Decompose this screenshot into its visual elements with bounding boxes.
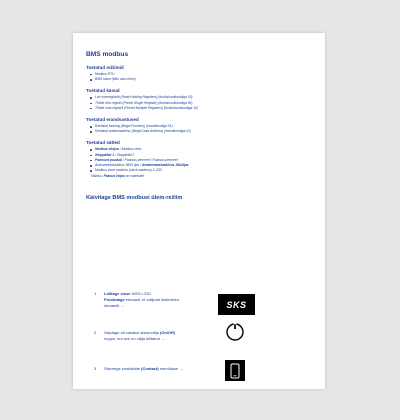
step-bold: Lülitage sisse [104, 291, 131, 296]
item-bold: Modbus viisjon [95, 147, 119, 152]
step-number: 1. [94, 291, 98, 296]
bullet-list [86, 95, 316, 111]
step-rest: menüüsse → [158, 366, 184, 371]
step-text [104, 291, 214, 309]
document-title: BMS modbus [86, 51, 129, 58]
step-line: ekraanilt → [104, 303, 125, 308]
note-bold: Paksus kirjas [103, 174, 125, 179]
step-bold: (On/Off) [159, 330, 176, 335]
step-rest: NHS-LGIO [130, 291, 151, 296]
list-item: Keelatud andmeaadress (Illegal Data Address) (erandkoodiga 02) [95, 129, 316, 134]
section-title: Toetatud erandvastused [86, 117, 139, 123]
section-title: Toetatud käsud [86, 88, 120, 94]
logo-text: SKS [226, 299, 247, 310]
section-modes [86, 65, 316, 82]
phone-icon [225, 360, 245, 381]
item-text: Andmeedastuskiirus 9600 bps / [95, 163, 142, 168]
step-rest: Vajutage all vasakul sisse/välja [104, 330, 160, 335]
default-note [91, 174, 316, 179]
list-item: Tööde mitu registrit (Preset Multiple Registers) (funktsioonikoodiga 16) [95, 106, 316, 111]
step-text [104, 366, 214, 372]
note-prefix: Märkus: [91, 174, 104, 179]
step-rest: Sisenege kontaktide [104, 366, 142, 371]
step-number: 3. [94, 366, 98, 371]
sks-logo-icon [218, 294, 255, 315]
section-exceptions [86, 117, 316, 134]
document-content [86, 51, 316, 201]
item-bold: Andmeedastuskiirus 19k2bps [141, 163, 189, 168]
section-commands [86, 88, 316, 111]
document-page [73, 33, 325, 389]
step-number: 2. [94, 330, 98, 335]
bullet-list [86, 72, 316, 82]
note-rest: on vaikesäte [124, 174, 145, 179]
section-title: Toetatud režiimid [86, 65, 124, 70]
bullet-list [86, 147, 316, 173]
power-button-icon [224, 321, 246, 343]
section-title: Toetatud sätted [86, 140, 120, 146]
list-item: Modbus RTU [95, 72, 316, 77]
step-bold: Puudutage [104, 297, 125, 302]
list-item: Loe ooteregistrid (Read Holding Registers) (funktsioonikoodiga 03) [95, 95, 316, 100]
item-text: / Stoppbitid 2 [114, 152, 135, 157]
item-text: Modbus slave aadress (slave-aadress) 1–253 [95, 168, 162, 173]
item-bold: Paarsust puudub [95, 157, 122, 162]
step-text [104, 330, 214, 342]
bullet-list [86, 124, 316, 134]
step-bold: (Contact) [141, 366, 159, 371]
step-rest: ekraanil, et valijuda ilsdeoleku [124, 297, 179, 302]
item-text: / Modbus vees [119, 147, 142, 152]
item-text: / Paarsus permeet / Paarsus permeet [121, 157, 178, 162]
item-bold: Stoppbitid 1 [95, 152, 115, 157]
list-item: BMS slave (Mitu slavi ühes) [95, 77, 316, 82]
step-line: nuppu, kui see on välja lülitatud → [104, 336, 165, 341]
subsection-title: Käivitage BMS modbusi ülem-režiim [86, 194, 183, 201]
list-item: Tööde ühe registri (Preset Single Register) (funktsioonikoodiga 06) [95, 101, 316, 106]
list-item [95, 168, 316, 173]
section-settings [86, 140, 316, 179]
list-item: Keelatud tunning (Illegal Function) (erandkoodiga 01) [95, 124, 316, 129]
